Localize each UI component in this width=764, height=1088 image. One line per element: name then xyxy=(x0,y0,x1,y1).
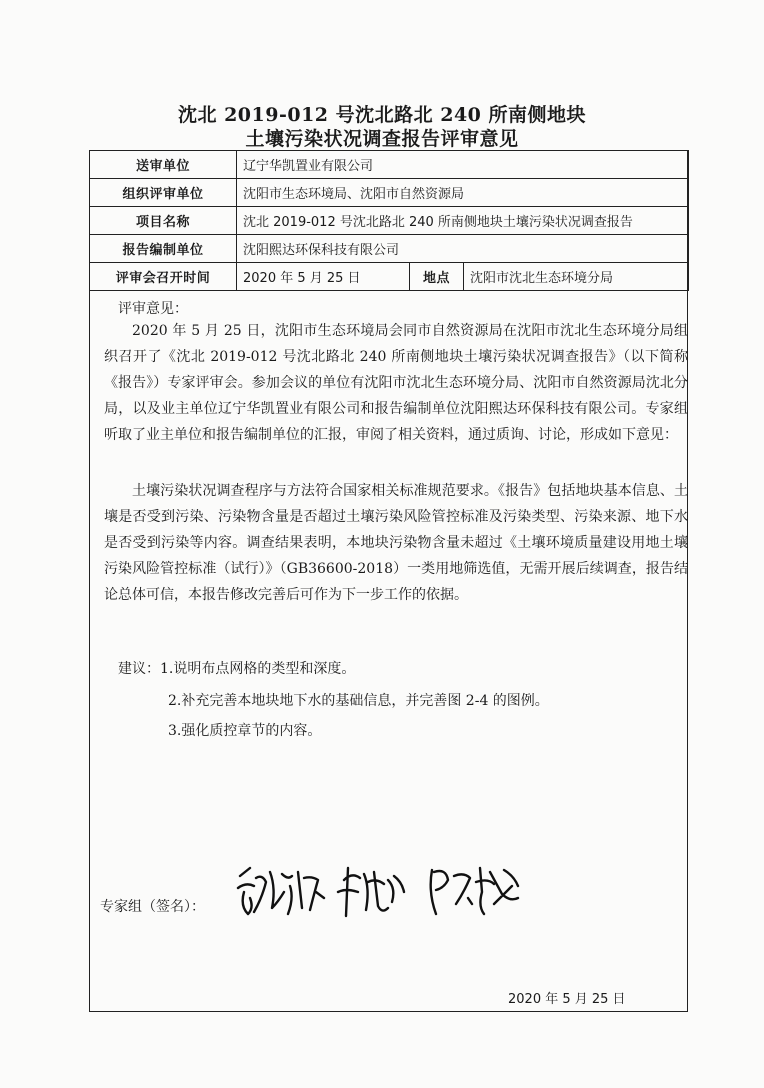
expert-signature-label: 专家组（签名）： xyxy=(100,899,205,915)
opinion-label: 评审意见： xyxy=(118,301,188,317)
table-row xyxy=(90,151,689,179)
document-title-line1: 沈北 2019-012 号沈北路北 240 所南侧地块 xyxy=(177,104,587,126)
table-row xyxy=(90,263,689,291)
suggestion-3: 3.强化质控章节的内容。 xyxy=(168,723,322,739)
opinion-paragraph-2: 土壤污染状况调查程序与方法符合国家相关标准规范要求。《报告》包括地块基本信息、土壤是否受到污染、污染物含量是否超过土壤污染风险管控标准及污染类型、污染来源、地下水是否受到污染等内容。调查结果表明，本地块污染物含量未超过《土壤环境质量建设用地土壤污染风险管控标准（试行）》（GB36600-2018）一类用地筛选值，无需开展后续调查，报告结论总体可信，本报告修改完善后可作为下一步工作的依据。 xyxy=(104,483,688,603)
document-date: 2020 年 5 月 25 日 xyxy=(508,992,626,1007)
organizer-label: 组织评审单位 xyxy=(90,179,237,207)
project-label: 项目名称 xyxy=(90,207,237,235)
table-row xyxy=(90,235,689,263)
info-table xyxy=(89,150,689,291)
compiler-label: 报告编制单位 xyxy=(90,235,237,263)
time-value: 2020 年 5 月 25 日 xyxy=(237,263,410,291)
table-row xyxy=(90,207,689,235)
place-value: 沈阳市沈北生态环境分局 xyxy=(464,263,689,291)
suggestion-1: 建议：1.说明布点网格的类型和深度。 xyxy=(118,661,356,677)
document-title-line2: 土壤污染状况调查报告评审意见 xyxy=(245,128,519,150)
sender-label: 送审单位 xyxy=(90,151,237,179)
project-value: 沈北 2019-012 号沈北路北 240 所南侧地块土壤污染状况调查报告 xyxy=(237,207,689,235)
handwritten-signatures xyxy=(232,858,532,928)
organizer-value: 沈阳市生态环境局、沈阳市自然资源局 xyxy=(237,179,689,207)
time-label: 评审会召开时间 xyxy=(90,263,237,291)
table-row xyxy=(90,179,689,207)
place-label: 地点 xyxy=(410,263,464,291)
compiler-value: 沈阳熙达环保科技有限公司 xyxy=(237,235,689,263)
opinion-paragraph-1: 2020 年 5 月 25 日，沈阳市生态环境局会同市自然资源局在沈阳市沈北生态环境分局组织召开了《沈北 2019-012 号沈北路北 240 所南侧地块土壤污染状况调查报告》（以下简称《报告》）专家评审会。参加会议的单位有沈阳市沈北生态环境分局、沈阳市自然资源局沈北分局，以及业主单位辽宁华凯置业有限公司和报告编制单位沈阳熙达环保科技有限公司。专家组听取了业主单位和报告编制单位的汇报，审阅了相关资料，通过质询、讨论，形成如下意见： xyxy=(104,323,688,443)
suggestion-2: 2.补充完善本地块地下水的基础信息，并完善图 2-4 的图例。 xyxy=(168,693,549,709)
sender-value: 辽宁华凯置业有限公司 xyxy=(237,151,689,179)
